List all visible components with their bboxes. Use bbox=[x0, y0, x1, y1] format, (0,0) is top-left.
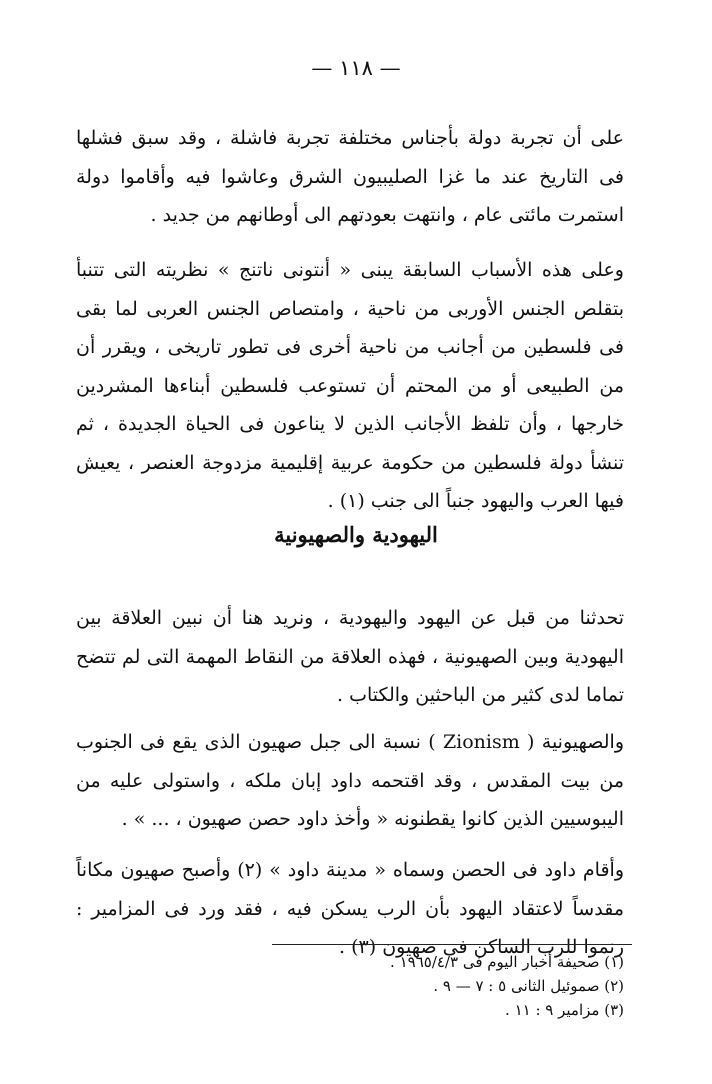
footnote-divider bbox=[272, 944, 632, 945]
section-heading: اليهودية والصهيونية bbox=[274, 522, 438, 547]
page-number: — ١١٨ — bbox=[311, 56, 401, 80]
paragraph: وعلى هذه الأسباب السابقة يبنى « أنتونى ناتنج » نظريته التى تتنبأ بتقلص الجنس الأوربى من ناحية ، وامتصاص الجنس العربى لما بقى فى فلسطين من أجانب من ناحية أخرى فى تطور تاريخى ، ويقرر أن من الطبيعى أو من المحتم أن تستوعب فلسطين أبناءها المشردين خارجها ، وأن تلفظ الأجانب الذين لا يناعون فى الحياة الجديدة ، ثم تنشأ دولة فلسطين من حكومة عربية إقليمية مزدوجة العنصر ، يعيش فيها العرب واليهود جنباً الى جنب (١) . bbox=[76, 259, 624, 512]
paragraph: والصهيونية ( Zionism ) نسبة الى جبل صهيون الذى يقع فى الجنوب من بيت المقدس ، وقد اقتحمه داود إبان ملكه ، واستولى عليه من اليبوسيين الذين كانوا يقطنونه « وأخذ داود حصن صهيون ، ... » . bbox=[76, 731, 624, 830]
footnote: (١) صحيفة أخبار اليوم فى ١٩٦٥/٤/٣ . bbox=[390, 953, 624, 971]
footnote: (٣) مزامير ٩ : ١١ . bbox=[505, 1001, 624, 1019]
paragraph: وأقام داود فى الحصن وسماه « مدينة داود » (٢) وأصبح صهيون مكاناً مقدساً لاعتقاد اليهود بأن الرب يسكن فيه ، فقد ورد فى المزامير : رنموا للرب الساكن فى صهيون (٣) . bbox=[76, 859, 624, 958]
paragraph: تحدثنا من قبل عن اليهود واليهودية ، ونريد هنا أن نبين العلاقة بين اليهودية وبين الصهيونية ، فهذه العلاقة من النقاط المهمة التى لم تتضح تماما لدى كثير من الباحثين والكتاب . bbox=[76, 607, 624, 706]
paragraph: على أن تجربة دولة بأجناس مختلفة تجربة فاشلة ، وقد سبق فشلها فى التاريخ عند ما غزا الصليبيون الشرق وعاشوا فيه وأقاموا دولة استمرت مائتى عام ، وانتهت بعودتهم الى أوطانهم من جديد . bbox=[76, 127, 624, 226]
footnote: (٢) صموئيل الثانى ٥ : ٧ — ٩ . bbox=[433, 977, 624, 995]
footnotes bbox=[224, 950, 624, 1022]
